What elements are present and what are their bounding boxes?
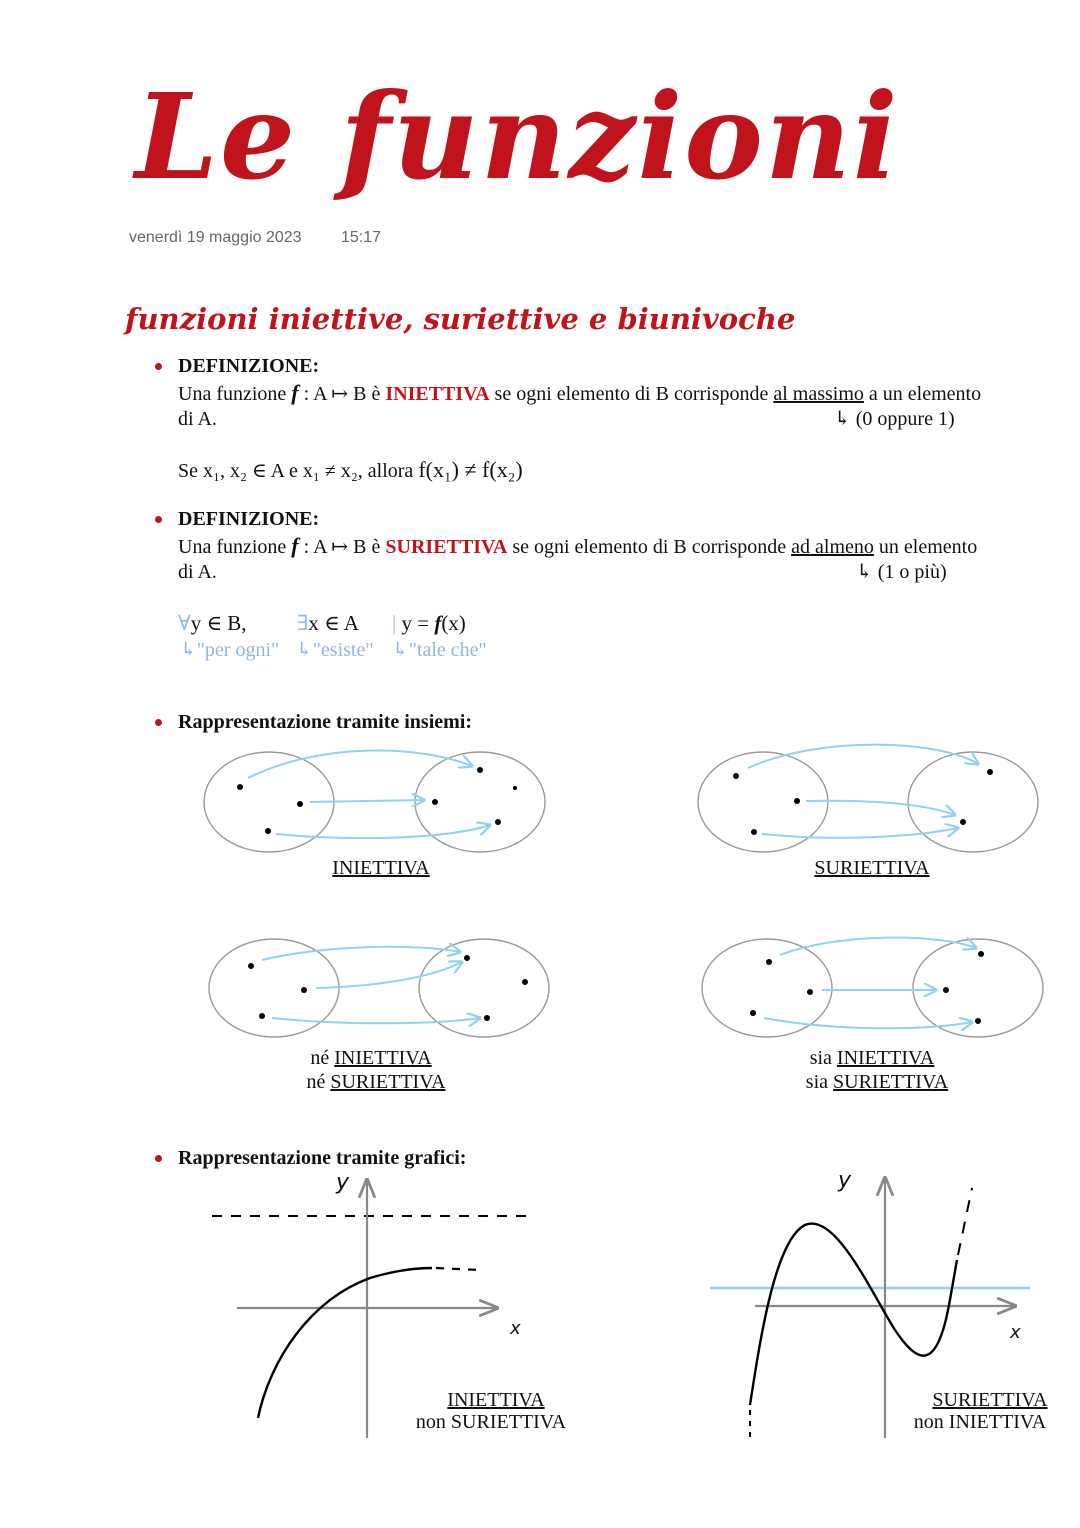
diagram-iniettiva	[204, 750, 545, 852]
def2-note: ↳ (1 o più)	[856, 561, 947, 583]
graph1-caption1: INIETTIVA	[447, 1389, 545, 1411]
section-title: funzioni iniettive, suriettive e biunivoche	[125, 302, 796, 336]
time-label: 15:17	[341, 229, 382, 246]
caption-iniettiva: INIETTIVA	[332, 857, 430, 879]
def1-text-line2: di A.	[178, 408, 217, 430]
graphs-heading: Rappresentazione tramite grafici:	[178, 1147, 467, 1169]
caption-sia-suriettiva: sia SURIETTIVA	[805, 1071, 949, 1093]
sets-heading: Rappresentazione tramite insiemi:	[178, 711, 473, 733]
caption-ne-suriettiva: né SURIETTIVA	[306, 1071, 446, 1093]
def1-label: DEFINIZIONE:	[178, 355, 320, 377]
graph1-y-label: y	[336, 1170, 350, 1195]
gloss-esiste: ↳"esiste"	[296, 639, 374, 661]
quantifier-exists: ∃x ∈ A	[297, 611, 359, 635]
quantifier-such-that: | y = f(x)	[392, 611, 466, 635]
quantifier-forall: ∀y ∈ B,	[178, 611, 247, 635]
date-label: venerdì 19 maggio 2023	[129, 229, 302, 246]
def1-text: Una funzione f : A ↦ B è INIETTIVA se ogni elemento di B corrisponde al massimo a un elemento	[178, 380, 982, 405]
bullet-icon	[155, 1155, 162, 1162]
graph2-y-label: y	[838, 1168, 852, 1193]
caption-sia-iniettiva: sia INIETTIVA	[809, 1047, 935, 1069]
def1-formula: Se x₁, x₂ ∈ A e x₁ ≠ x₂, allora f(x₁) ≠ f(x₂)	[178, 457, 523, 482]
gloss-tale-che: ↳"tale che"	[392, 639, 487, 661]
def1-note: ↳ (0 oppure 1)	[834, 408, 955, 430]
graph2-caption1: SURIETTIVA	[932, 1389, 1048, 1411]
graph1-x-label: x	[510, 1318, 521, 1339]
diagram-suriettiva	[698, 745, 1038, 852]
caption-ne-iniettiva: né INIETTIVA	[310, 1047, 432, 1069]
diagram-ne-ne	[209, 939, 549, 1037]
page-title: Le funzioni	[135, 67, 900, 206]
def2-text-line2: di A.	[178, 561, 217, 583]
graph1-caption2: non SURIETTIVA	[415, 1411, 567, 1433]
gloss-per-ogni: ↳"per ogni"	[180, 639, 280, 661]
diagram-sia-sia	[702, 938, 1043, 1037]
caption-suriettiva: SURIETTIVA	[814, 857, 930, 879]
graph2-x-label: x	[1010, 1322, 1021, 1343]
def2-text: Una funzione f : A ↦ B è SURIETTIVA se ogni elemento di B corrisponde ad almeno un elemento	[178, 533, 978, 558]
graph2-caption2: non INIETTIVA	[913, 1411, 1047, 1433]
def2-label: DEFINIZIONE:	[178, 508, 320, 530]
